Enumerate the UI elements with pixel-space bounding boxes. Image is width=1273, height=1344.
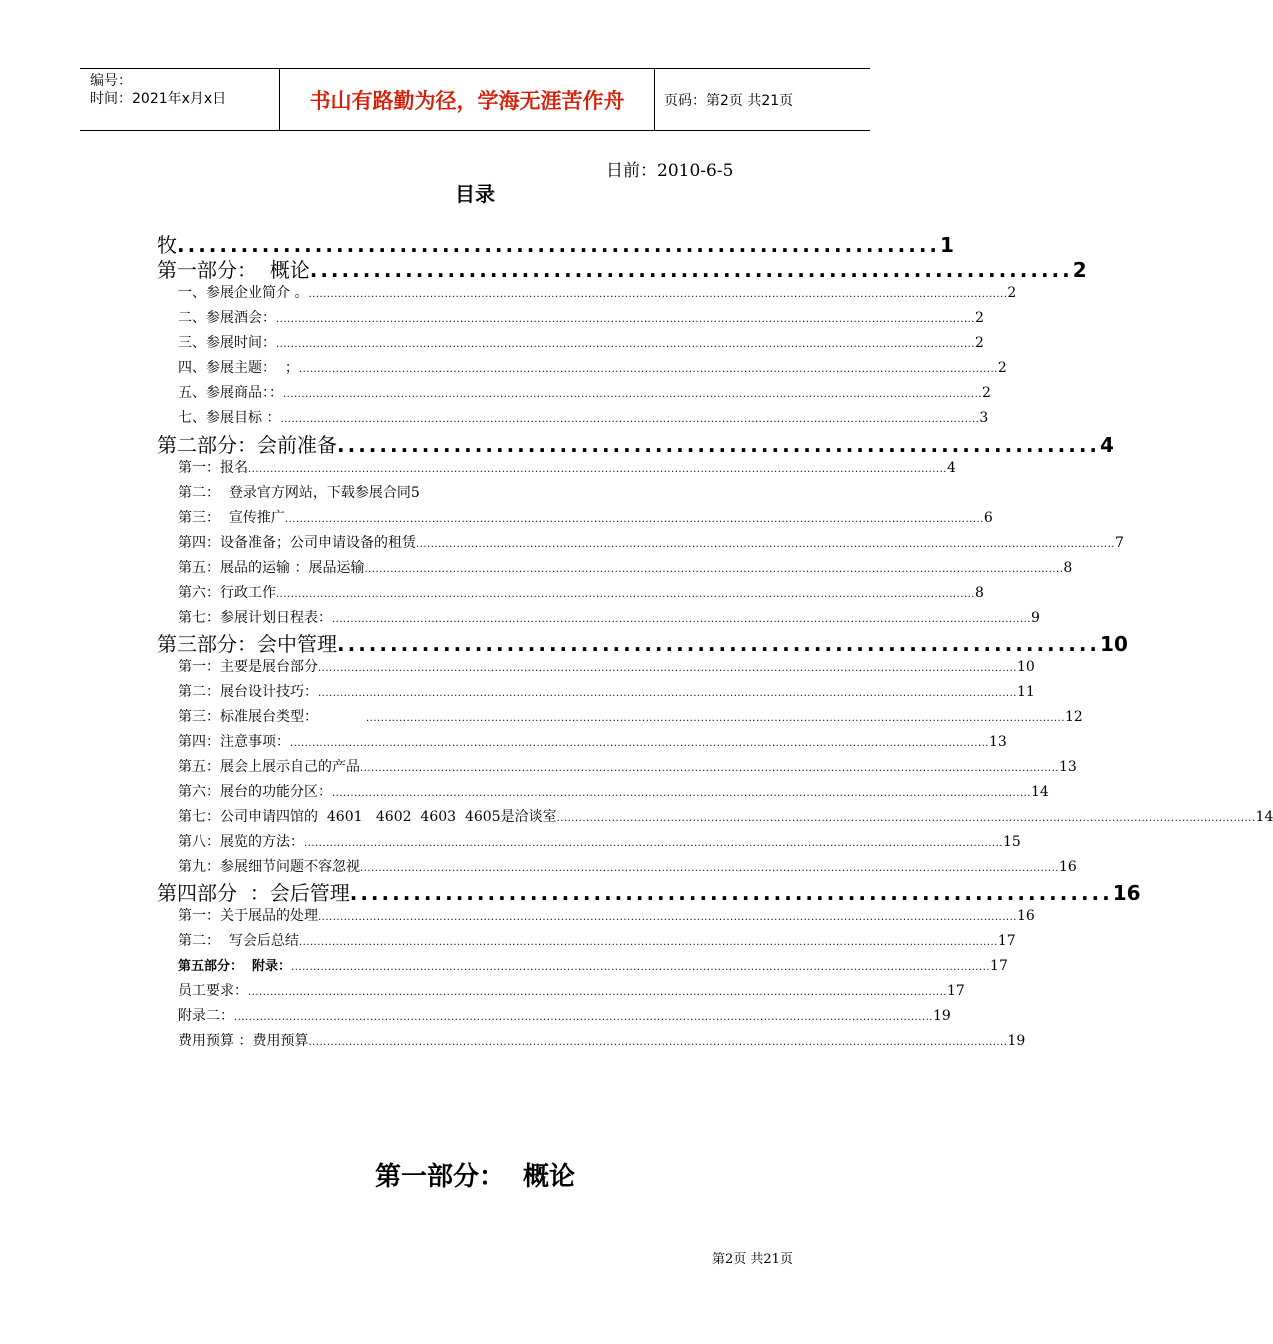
- toc-entry-label: 第五：展品的运输 ：展品运输: [178, 560, 365, 576]
- toc-entry-label: 第八：展览的方法：: [178, 834, 304, 850]
- toc-entry-label: 第四：注意事项：: [178, 734, 290, 750]
- toc-leader: ..............................................................................................................................................................................................: [290, 738, 989, 749]
- toc-entry-label: 附录二：: [178, 1008, 234, 1024]
- toc-leader: ........................................................................: [337, 632, 1101, 656]
- toc-leader: ..............................................................................................................................................................................................: [332, 788, 1031, 799]
- toc-entry[interactable]: [178, 332, 984, 356]
- toc-entry[interactable]: [178, 382, 991, 406]
- toc-entry[interactable]: [178, 980, 965, 1004]
- toc-leader: ..............................................................................................................................................................................................: [304, 838, 1003, 849]
- toc-entry-page: 16: [1058, 859, 1077, 875]
- toc-entry-page: 14: [1030, 784, 1049, 800]
- doc-number-label: 编号：: [90, 73, 132, 89]
- toc-entry-label: 费用预算 ：费用预算: [178, 1033, 309, 1049]
- toc-entry[interactable]: [178, 955, 1008, 979]
- toc-leader: ..............................................................................................................................................................................................: [248, 464, 947, 475]
- toc-entry-label: 第三部分：会中管理: [157, 632, 337, 656]
- toc-entry[interactable]: [178, 731, 1007, 755]
- toc-entry[interactable]: [178, 831, 1021, 855]
- toc-entry-label: 第六：行政工作: [178, 585, 276, 601]
- toc-entry-page: 6: [983, 510, 993, 526]
- toc-leader: ..............................................................................................................................................................................................: [318, 663, 1017, 674]
- toc-entry-label: 四、参展主题： ；: [178, 360, 299, 376]
- toc-entry-page: 10: [1016, 659, 1035, 675]
- toc-entry-page: 8: [1063, 560, 1073, 576]
- toc-leader: ........................................................................: [337, 433, 1101, 457]
- toc-entry[interactable]: [157, 254, 1087, 282]
- toc-entry[interactable]: [178, 1005, 951, 1029]
- toc-entry[interactable]: [178, 532, 1124, 556]
- toc-entry-page: 1: [940, 233, 954, 257]
- toc-leader: ..............................................................................................................................................................................................: [332, 614, 1031, 625]
- toc-entry[interactable]: [157, 877, 1141, 905]
- toc-entry-page: 17: [946, 983, 965, 999]
- toc-entry-label: 第一部分： 概论: [157, 258, 310, 282]
- toc-entry-page: 7: [1114, 535, 1124, 551]
- toc-leader: ..............................................................................................................................................................................................: [318, 688, 1017, 699]
- toc-entry-page: 16: [1112, 881, 1141, 905]
- toc-entry-page: 17: [990, 958, 1008, 974]
- toc-leader: ..............................................................................................................................................................................................: [308, 1037, 1008, 1048]
- toc-entry-label: 第二：展台设计技巧：: [178, 684, 318, 700]
- toc-entry[interactable]: [178, 482, 806, 506]
- toc-entry-page: 2: [997, 360, 1007, 376]
- toc-entry-page: 8: [974, 585, 984, 601]
- toc-entry-label: 第一：关于展品的处理: [178, 908, 318, 924]
- toc-leader: ..............................................................................................................................................................................................: [308, 289, 1008, 300]
- toc-entry-page: 19: [1007, 1033, 1026, 1049]
- toc-leader: ..............................................................................................................................................................................................: [248, 987, 947, 998]
- toc-entry[interactable]: [178, 357, 1007, 381]
- toc-leader: ..............................................................................................................................................................................................: [364, 564, 1064, 575]
- toc-entry-label: 五、参展商品：：: [178, 385, 283, 401]
- toc-leader: ..............................................................................................................................................................................................: [283, 389, 982, 400]
- toc-entry-label: 第一：主要是展台部分: [178, 659, 318, 675]
- toc-leader: ..............................................................................................................................................................................................: [298, 364, 998, 375]
- toc-entry-label: 七、参展目标 ：: [178, 410, 281, 426]
- toc-entry-page: 19: [932, 1008, 951, 1024]
- toc-entry[interactable]: [178, 507, 993, 531]
- toc-entry[interactable]: [178, 706, 1083, 730]
- page-footer: 第2页 共21页: [712, 1252, 793, 1267]
- toc-entry-page: 3: [979, 410, 989, 426]
- doc-time-label: 时间：2021年x月x日: [90, 91, 227, 107]
- toc-entry-page: 2: [974, 335, 984, 351]
- toc-entry-page: 16: [1016, 908, 1035, 924]
- header-motto: 书山有路勤为径，学海无涯苦作舟: [280, 69, 655, 130]
- toc-leader: ..............................................................................................................................................................................................: [318, 912, 1017, 923]
- toc-entry-page: 4: [1100, 433, 1114, 457]
- toc-entry-label: 第一：报名: [178, 460, 248, 476]
- toc-entry-label: 第二部分：会前准备: [157, 433, 337, 457]
- toc-title: 目录: [455, 182, 495, 206]
- toc-leader: ..............................................................................................................................................................................................: [556, 813, 1256, 824]
- toc-entry-label: 第六：展台的功能分区：: [178, 784, 332, 800]
- toc-entry-page: 10: [1100, 632, 1128, 656]
- toc-entry-label: 二、参展酒会：: [178, 310, 276, 326]
- toc-entry-label: 第五：展会上展示自己的产品: [178, 759, 360, 775]
- toc-entry[interactable]: [157, 229, 954, 257]
- toc-entry-label: 第七：参展计划日程表：: [178, 610, 332, 626]
- toc-entry[interactable]: [178, 307, 984, 331]
- document-date: 日前：2010-6-5: [606, 161, 734, 181]
- toc-entry[interactable]: [157, 429, 1114, 457]
- toc-entry[interactable]: [178, 756, 1077, 780]
- toc-entry-label: 第四：设备准备；公司申请设备的租赁: [178, 535, 416, 551]
- toc-entry-page: 4: [946, 460, 956, 476]
- toc-entry-page: 15: [1002, 834, 1021, 850]
- toc-entry-page: 2: [974, 310, 984, 326]
- toc-entry-label: 一、参展企业简介 。: [178, 285, 309, 301]
- toc-entry-label: 第二： 写会后总结: [178, 933, 299, 949]
- toc-entry-page: 12: [1064, 709, 1083, 725]
- toc-entry-label: 员工要求：: [178, 983, 248, 999]
- toc-entry-page: 2: [1072, 258, 1087, 282]
- toc-leader: ..............................................................................................................................................................................................: [291, 962, 991, 973]
- toc-entry[interactable]: [178, 282, 1017, 306]
- toc-entry[interactable]: [178, 457, 956, 481]
- toc-leader: ..............................................................................................................................................................................................: [234, 1012, 933, 1023]
- toc-leader: ..............................................................................................................................................................................................: [360, 863, 1059, 874]
- toc-leader: ..............................................................................................................................................................................................: [276, 589, 975, 600]
- toc-entry-page: 13: [988, 734, 1007, 750]
- toc-entry-label: 第三： 宣传推广: [178, 510, 285, 526]
- toc-entry-label: 第四部分 ：会后管理: [157, 881, 350, 905]
- toc-entry-label: 三、参展时间：: [178, 335, 276, 351]
- toc-entry-label: 第三：标准展台类型：: [178, 709, 318, 725]
- toc-entry[interactable]: [178, 930, 1016, 954]
- page-header: [80, 68, 870, 131]
- toc-leader: ..............................................................................................................................................................................................: [366, 713, 1065, 724]
- toc-entry-page: 13: [1058, 759, 1077, 775]
- toc-entry-page: 14: [1255, 809, 1273, 825]
- header-meta: [80, 69, 280, 130]
- toc-entry[interactable]: [178, 656, 1035, 680]
- toc-leader: ........................................................................: [309, 258, 1073, 282]
- toc-entry-label: 第五部分： 附录：: [178, 959, 292, 974]
- toc-entry-label: 第二： 登录官方网站，下载参展合同5: [178, 485, 420, 501]
- toc-leader: ..............................................................................................................................................................................................: [280, 414, 980, 425]
- toc-entry[interactable]: [178, 407, 989, 431]
- toc-entry-page: 2: [981, 385, 991, 401]
- toc-entry[interactable]: [178, 1030, 1026, 1054]
- header-page-number: 页码：第2页 共21页: [664, 92, 794, 109]
- toc-entry-page: 11: [1016, 684, 1035, 700]
- toc-entry[interactable]: [178, 905, 1035, 929]
- section-heading: 第一部分： 概论: [374, 1162, 576, 1192]
- toc-entry[interactable]: [178, 781, 1049, 805]
- toc-leader: ..............................................................................................................................................................................................: [298, 937, 998, 948]
- toc-entry[interactable]: [178, 681, 1035, 705]
- toc-leader: ..............................................................................................................................................................................................: [284, 514, 984, 525]
- toc-entry[interactable]: [157, 628, 1128, 656]
- toc-leader: ..............................................................................................................................................................................................: [276, 314, 975, 325]
- toc-entry-label: 第九：参展细节问题不容忽视: [178, 859, 360, 875]
- toc-entry-page: 17: [997, 933, 1016, 949]
- toc-entry-page: 9: [1030, 610, 1040, 626]
- toc-entry-label: 第七：公司申请四馆的 4601 4602 4603 4605是洽谈室: [178, 809, 557, 825]
- toc-leader: ........................................................................: [177, 233, 941, 257]
- toc-entry[interactable]: [178, 806, 1273, 830]
- toc-leader: ........................................................................: [349, 881, 1113, 905]
- toc-leader: ..............................................................................................................................................................................................: [360, 763, 1059, 774]
- toc-entry[interactable]: [178, 557, 1073, 581]
- toc-entry[interactable]: [178, 582, 984, 606]
- toc-leader: ..............................................................................................................................................................................................: [276, 339, 975, 350]
- toc-leader: ..............................................................................................................................................................................................: [416, 539, 1115, 550]
- toc-entry-label: 牧: [157, 233, 177, 257]
- toc-entry-page: 2: [1007, 285, 1017, 301]
